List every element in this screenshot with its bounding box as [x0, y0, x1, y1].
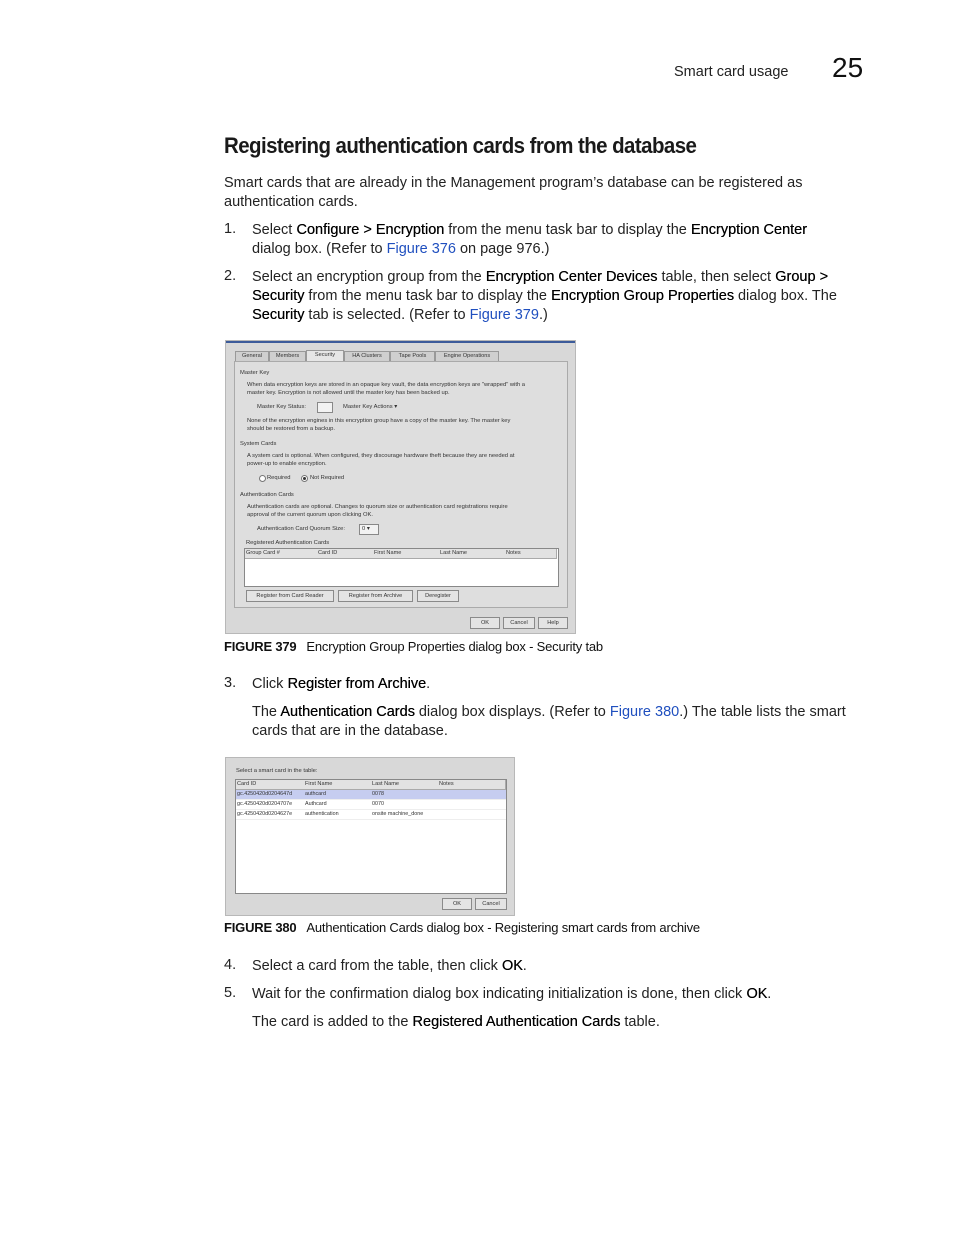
link-figure-379[interactable]: Figure 379 [469, 307, 539, 323]
radio-not-required[interactable] [301, 475, 308, 482]
figure-379-caption: FIGURE 379 Encryption Group Properties dialog box - Security tab [224, 639, 603, 654]
register-from-archive-button[interactable]: Register from Archive [338, 590, 413, 602]
column-header[interactable]: Last Name [439, 549, 506, 559]
table-row[interactable] [236, 790, 506, 800]
chevron-down-icon: ▾ [394, 404, 398, 410]
help-button[interactable]: Help [538, 617, 568, 629]
running-header-section: Smart card usage [674, 64, 789, 80]
table-cell: authentication [305, 811, 339, 817]
select-card-prompt: Select a smart card in the table: [236, 768, 318, 774]
quorum-size-label: Authentication Card Quorum Size: [257, 526, 345, 532]
master-key-heading: Master Key [240, 370, 270, 376]
column-header[interactable]: Notes [438, 780, 506, 790]
smart-cards-table[interactable] [235, 779, 507, 894]
column-header[interactable]: Last Name [371, 780, 439, 790]
master-key-actions-dropdown[interactable]: Master Key Actions ▾ [343, 404, 398, 410]
chevron-down-icon: ▾ [366, 526, 370, 532]
table-cell: authcard [305, 791, 326, 797]
encryption-group-properties-dialog [225, 340, 576, 634]
master-key-text-2: master key. Encryption is not allowed until the master key has been backed up. [247, 390, 450, 396]
master-key-text-4: should be restored from a backup. [247, 426, 335, 432]
table-cell: gc.4250420d0204647d [237, 791, 293, 797]
registered-cards-label: Registered Authentication Cards [246, 540, 330, 546]
dialog-title-bar [226, 341, 575, 343]
column-header[interactable]: First Name [373, 549, 440, 559]
column-header[interactable]: Card ID [236, 780, 305, 790]
master-key-text-3: None of the encryption engines in this encryption group have a copy of the master key. The master key [247, 418, 511, 424]
master-key-status-field [317, 402, 333, 413]
column-header[interactable]: Notes [505, 549, 557, 559]
column-header[interactable]: Card ID [317, 549, 374, 559]
figure-380-caption: FIGURE 380 Authentication Cards dialog box - Registering smart cards from archive [224, 920, 700, 935]
step-1-text: Select Configure > Encryption from the menu task bar to display the Encryption Center dialog box. (Refer to Figure 376 on page 976.) [252, 222, 807, 257]
ok-button[interactable]: OK [442, 898, 472, 910]
tab-engine-operations[interactable]: Engine Operations [435, 351, 499, 362]
table-row[interactable] [236, 810, 506, 820]
column-header[interactable]: Group Card # [245, 549, 318, 559]
master-key-status-label: Master Key Status: [257, 404, 306, 410]
link-figure-380[interactable]: Figure 380 [609, 704, 680, 720]
step-5-result-text: The card is added to the Registered Authentication Cards table. [252, 1014, 660, 1030]
cancel-button[interactable]: Cancel [503, 617, 535, 629]
table-cell: gc.4250420d0204627e [237, 811, 293, 817]
chapter-number: 25 [832, 52, 864, 83]
step-3-result-text: The Authentication Cards dialog box displays. (Refer to Figure 380.) The table lists the smart cards that are in the database. [252, 704, 846, 739]
security-panel [234, 361, 568, 608]
quorum-size-select[interactable]: 0 ▾ [359, 524, 379, 535]
table-cell: Authcard [305, 801, 327, 807]
step-4-text: Select a card from the table, then click OK. [252, 958, 527, 974]
authentication-cards-dialog [225, 757, 515, 916]
cancel-button[interactable]: Cancel [475, 898, 507, 910]
step-4-number: 4. [224, 957, 237, 973]
step-5-number: 5. [224, 985, 237, 1001]
auth-cards-text-2: approval of the current quorum upon clicking OK. [247, 512, 373, 518]
step-2-number: 2. [224, 268, 237, 284]
link-figure-376[interactable]: Figure 376 [386, 241, 456, 257]
tab-members[interactable]: Members [269, 351, 306, 362]
tab-tape-pools[interactable]: Tape Pools [390, 351, 435, 362]
table-row[interactable] [236, 800, 506, 810]
table-cell: gc.4250420d0204707e [237, 801, 293, 807]
auth-cards-heading: Authentication Cards [240, 492, 294, 498]
deregister-button[interactable]: Deregister [417, 590, 459, 602]
column-header[interactable]: First Name [304, 780, 372, 790]
step-3-number: 3. [224, 675, 237, 691]
tab-security[interactable]: Security [306, 350, 344, 362]
auth-cards-text-1: Authentication cards are optional. Changes to quorum size or authentication card registrations require [247, 504, 508, 510]
registered-cards-table[interactable] [244, 548, 559, 587]
system-cards-text-1: A system card is optional. When configured, they discourage hardware theft because they are needed at [247, 453, 515, 459]
radio-required-label: Required [267, 475, 291, 481]
table-cell: onsite machine_done [372, 811, 424, 817]
radio-required[interactable] [259, 475, 266, 482]
ok-button[interactable]: OK [470, 617, 500, 629]
master-key-text-1: When data encryption keys are stored in an opaque key vault, the data encryption keys are "wrapped" with a [247, 382, 526, 388]
tab-ha-clusters[interactable]: HA Clusters [344, 351, 390, 362]
tab-general[interactable]: General [235, 351, 269, 362]
table-cell: 0070 [372, 801, 384, 807]
system-cards-text-2: power-up to enable encryption. [247, 461, 327, 467]
register-from-card-reader-button[interactable]: Register from Card Reader [246, 590, 334, 602]
intro-paragraph: Smart cards that are already in the Management program’s database can be registered as authentication cards. [224, 175, 803, 210]
step-3-text: Click Register from Archive. [252, 676, 431, 692]
section-title: Registering authentication cards from the database [224, 133, 697, 158]
system-cards-heading: System Cards [240, 441, 277, 447]
step-5-text: Wait for the confirmation dialog box indicating initialization is done, then click OK. [252, 986, 772, 1002]
step-1-number: 1. [224, 221, 237, 237]
step-2-text: Select an encryption group from the Encryption Center Devices table, then select Group > Security from the menu task bar to display the Encryption Group Properties dialog box. The Security tab is selected. (Refer to Figure 379.) [252, 269, 837, 323]
radio-not-required-label: Not Required [310, 475, 345, 481]
table-cell: 0078 [372, 791, 384, 797]
